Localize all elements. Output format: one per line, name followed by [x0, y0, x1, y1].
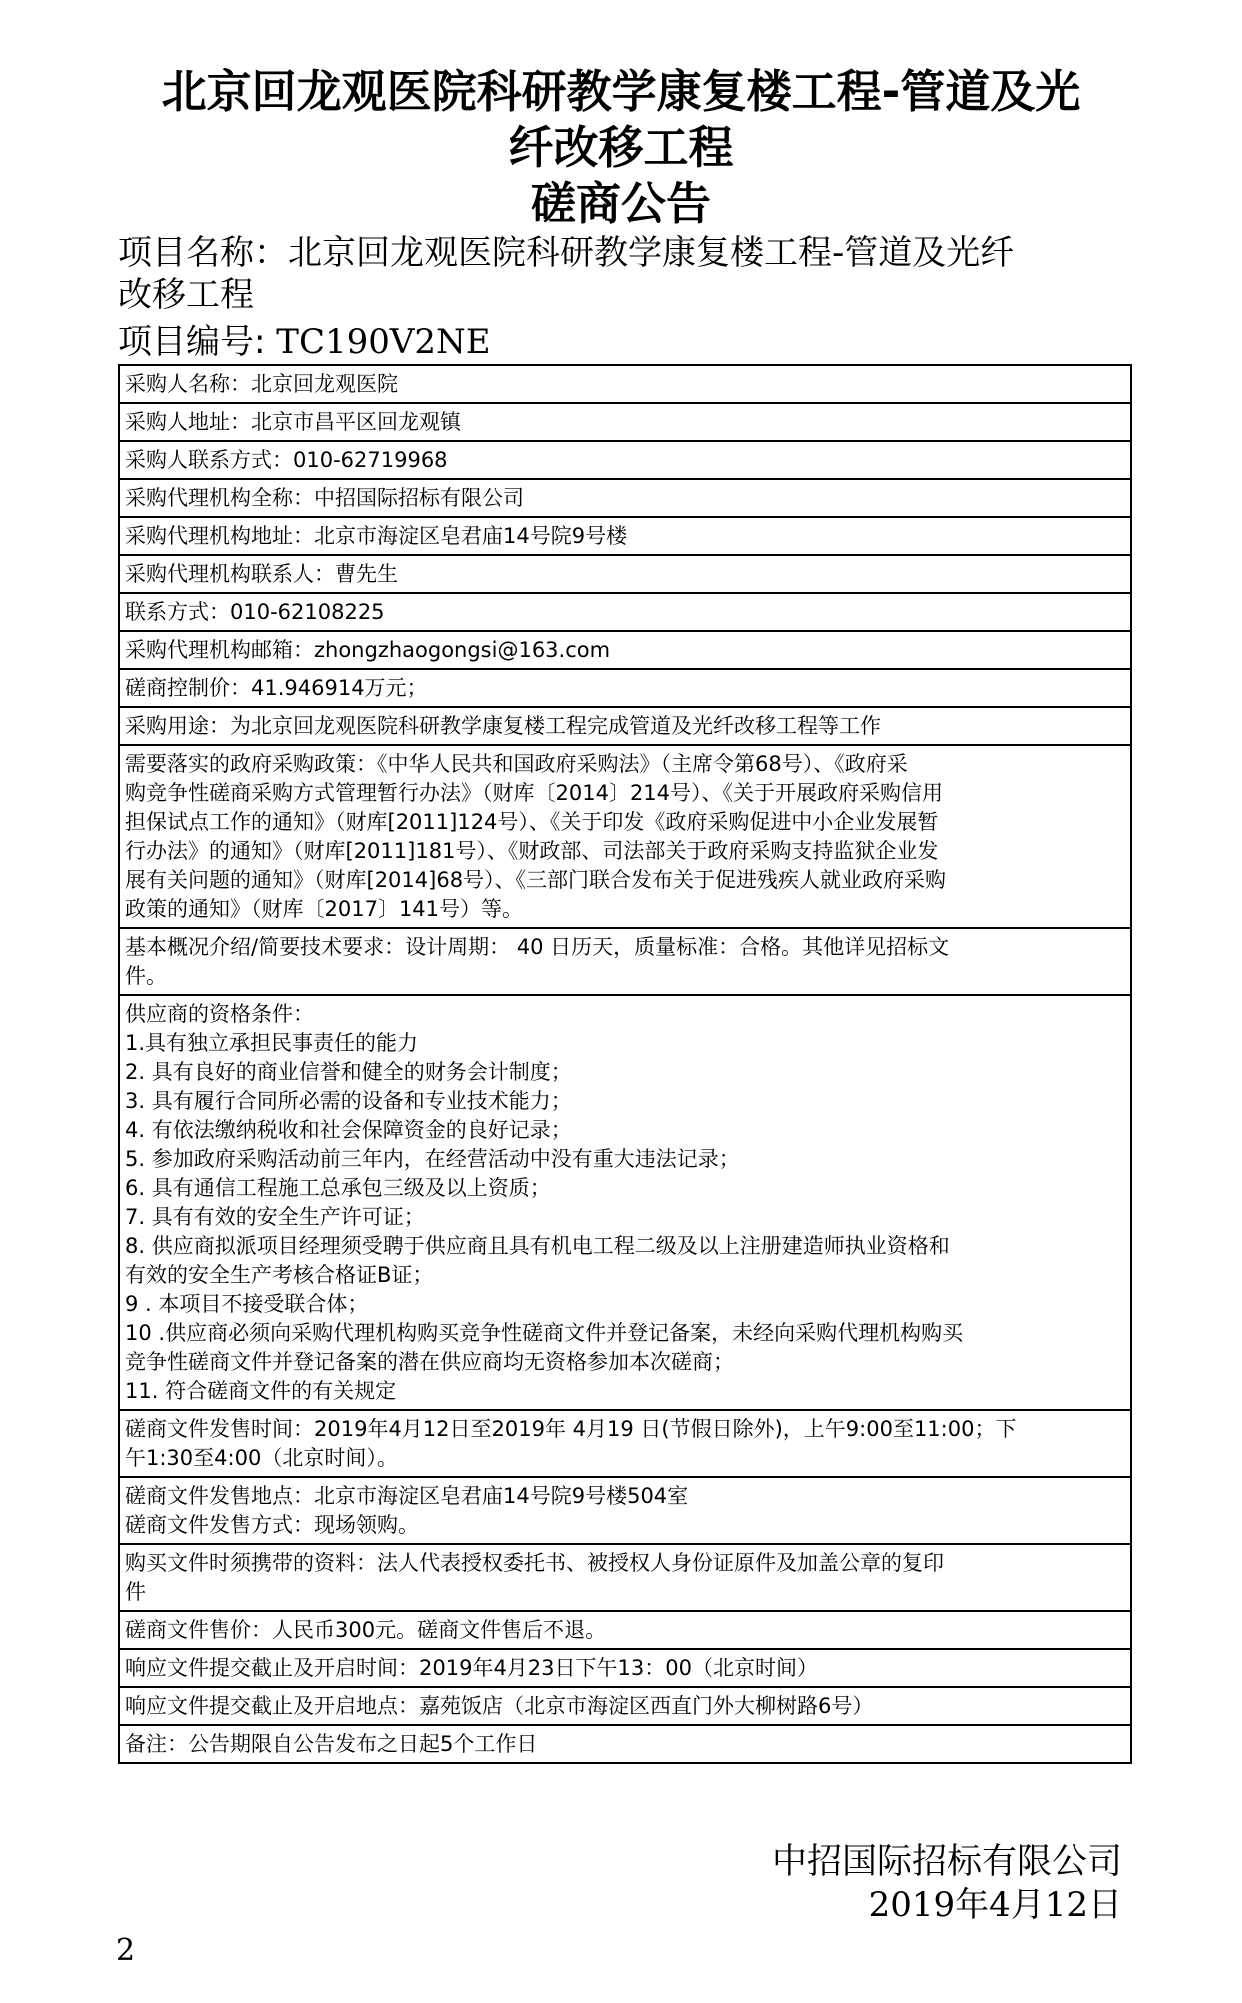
table-cell [119, 517, 1131, 555]
table-cell [119, 479, 1131, 517]
table-row [119, 403, 1131, 441]
cell-line: 11. 符合磋商文件的有关规定 [125, 1379, 397, 1403]
cell-line: 采购代理机构地址：北京市海淀区皂君庙14号院9号楼 [125, 524, 628, 548]
table-cell [119, 403, 1131, 441]
cell-line: 件。 [125, 964, 167, 988]
table-row [119, 707, 1131, 745]
cell-line: 午1:30至4:00（北京时间）。 [125, 1446, 398, 1470]
table-row [119, 517, 1131, 555]
table-cell [119, 1649, 1131, 1687]
cell-line: 担保试点工作的通知》（财库[2011]124号）、《关于印发《政府采购促进中小企业发展暂 [125, 810, 939, 834]
cell-line: 采购代理机构联系人：曹先生 [125, 562, 398, 586]
cell-line: 9 . 本项目不接受联合体； [125, 1292, 369, 1316]
cell-line: 磋商控制价：41.946914万元； [125, 676, 428, 700]
table-cell [119, 995, 1131, 1410]
table-row [119, 1649, 1131, 1687]
cell-line: 5. 参加政府采购活动前三年内，在经营活动中没有重大违法记录； [125, 1147, 740, 1171]
cell-line: 4. 有依法缴纳税收和社会保障资金的良好记录； [125, 1118, 572, 1142]
table-cell [119, 441, 1131, 479]
cell-line: 磋商文件发售方式：现场领购。 [125, 1513, 419, 1537]
table-cell [119, 1410, 1131, 1477]
cell-line: 购买文件时须携带的资料：法人代表授权委托书、被授权人身份证原件及加盖公章的复印 [125, 1551, 944, 1575]
table-row [119, 1725, 1131, 1763]
title-line: 北京回龙观医院科研教学康复楼工程-管道及光 [161, 65, 1081, 118]
table-row [119, 995, 1131, 1410]
table-row [119, 1410, 1131, 1477]
cell-line: 采购代理机构邮箱：zhongzhaogongsi@163.com [125, 638, 611, 662]
title-line: 纤改移工程 [508, 121, 734, 174]
project-number-value: TC190V2NE [276, 322, 491, 362]
table-row [119, 669, 1131, 707]
cell-line: 2. 具有良好的商业信誉和健全的财务会计制度； [125, 1060, 572, 1084]
cell-line: 采购代理机构全称：中招国际招标有限公司 [125, 486, 524, 510]
table-cell [119, 365, 1131, 403]
cell-line: 采购人地址：北京市昌平区回龙观镇 [125, 410, 461, 434]
cell-line: 响应文件提交截止及开启时间：2019年4月23日下午13：00（北京时间） [125, 1656, 818, 1680]
cell-line: 购竞争性磋商采购方式管理暂行办法》（财库〔2014〕214号）、《关于开展政府采购信用 [125, 781, 944, 805]
cell-line: 政策的通知》（财库〔2017〕141号）等。 [125, 897, 524, 921]
table-row [119, 365, 1131, 403]
table-cell [119, 1687, 1131, 1725]
table-cell [119, 1477, 1131, 1544]
table-row [119, 479, 1131, 517]
cell-line: 联系方式：010-62108225 [125, 600, 385, 624]
table-cell [119, 669, 1131, 707]
announcement-table [118, 364, 1132, 1764]
table-cell [119, 631, 1131, 669]
document-title [0, 64, 1242, 232]
cell-line: 需要落实的政府采购政策：《中华人民共和国政府采购法》（主席令第68号）、《政府采 [125, 752, 908, 776]
table-row [119, 1611, 1131, 1649]
project-name [118, 232, 1138, 316]
cell-line: 采购用途：为北京回龙观医院科研教学康复楼工程完成管道及光纤改移工程等工作 [125, 714, 881, 738]
project-name-line: 改移工程 [118, 275, 254, 315]
title-line: 磋商公告 [530, 177, 711, 230]
table-row [119, 593, 1131, 631]
cell-line: 基本概况介绍/简要技术要求：设计周期： 40 日历天，质量标准：合格。其他详见招标文 [125, 935, 950, 959]
table-row [119, 745, 1131, 928]
table-cell [119, 707, 1131, 745]
table-cell [119, 1725, 1131, 1763]
cell-line: 行办法》的通知》（财库[2011]181号）、《财政部、司法部关于政府采购支持监狱企业发 [125, 839, 939, 863]
table-row [119, 631, 1131, 669]
cell-line: 10 .供应商必须向采购代理机构购买竞争性磋商文件并登记备案，未经向采购代理机构购买 [125, 1321, 964, 1345]
cell-line: 1.具有独立承担民事责任的能力 [125, 1031, 419, 1055]
table-cell [119, 1544, 1131, 1611]
cell-line: 展有关问题的通知》（财库[2014]68号）、《三部门联合发布关于促进残疾人就业政府采购 [125, 868, 947, 892]
issue-date: 2019年4月12日 [868, 1885, 1122, 1925]
issuer-organization: 中招国际招标有限公司 [771, 1842, 1122, 1882]
cell-line: 6. 具有通信工程施工总承包三级及以上资质； [125, 1176, 551, 1200]
cell-line: 磋商文件发售地点：北京市海淀区皂君庙14号院9号楼504室 [125, 1484, 689, 1508]
page-number: 2 [116, 1933, 136, 1968]
cell-line: 磋商文件售价：人民币300元。磋商文件售后不退。 [125, 1618, 607, 1642]
cell-line: 8. 供应商拟派项目经理须受聘于供应商且具有机电工程二级及以上注册建造师执业资格和 [125, 1234, 950, 1258]
table-cell [119, 555, 1131, 593]
table-row [119, 1477, 1131, 1544]
cell-line: 7. 具有有效的安全生产许可证； [125, 1205, 425, 1229]
table-cell [119, 745, 1131, 928]
cell-line: 有效的安全生产考核合格证B证； [125, 1263, 434, 1287]
cell-line: 响应文件提交截止及开启地点：嘉苑饭店（北京市海淀区西直门外大柳树路6号） [125, 1694, 874, 1718]
table-cell [119, 928, 1131, 995]
table-row [119, 1544, 1131, 1611]
cell-line: 采购人名称：北京回龙观医院 [125, 372, 398, 396]
table-cell [119, 593, 1131, 631]
project-name-line: 项目名称：北京回龙观医院科研教学康复楼工程-管道及光纤 [118, 233, 1015, 273]
cell-line: 供应商的资格条件： [125, 1002, 314, 1026]
project-number-label: 项目编号: [118, 322, 266, 362]
table-row [119, 1687, 1131, 1725]
table-row [119, 555, 1131, 593]
cell-line: 备注：公告期限自公告发布之日起5个工作日 [125, 1732, 538, 1756]
table-row [119, 441, 1131, 479]
cell-line: 磋商文件发售时间：2019年4月12日至2019年 4月19 日(节假日除外)，上午9:00至11:00；下 [125, 1417, 1017, 1441]
table-row [119, 928, 1131, 995]
project-number [118, 322, 491, 362]
cell-line: 件 [125, 1580, 146, 1604]
cell-line: 3. 具有履行合同所必需的设备和专业技术能力； [125, 1089, 572, 1113]
cell-line: 竞争性磋商文件并登记备案的潜在供应商均无资格参加本次磋商； [125, 1350, 734, 1374]
cell-line: 采购人联系方式：010-62719968 [125, 448, 448, 472]
table-cell [119, 1611, 1131, 1649]
